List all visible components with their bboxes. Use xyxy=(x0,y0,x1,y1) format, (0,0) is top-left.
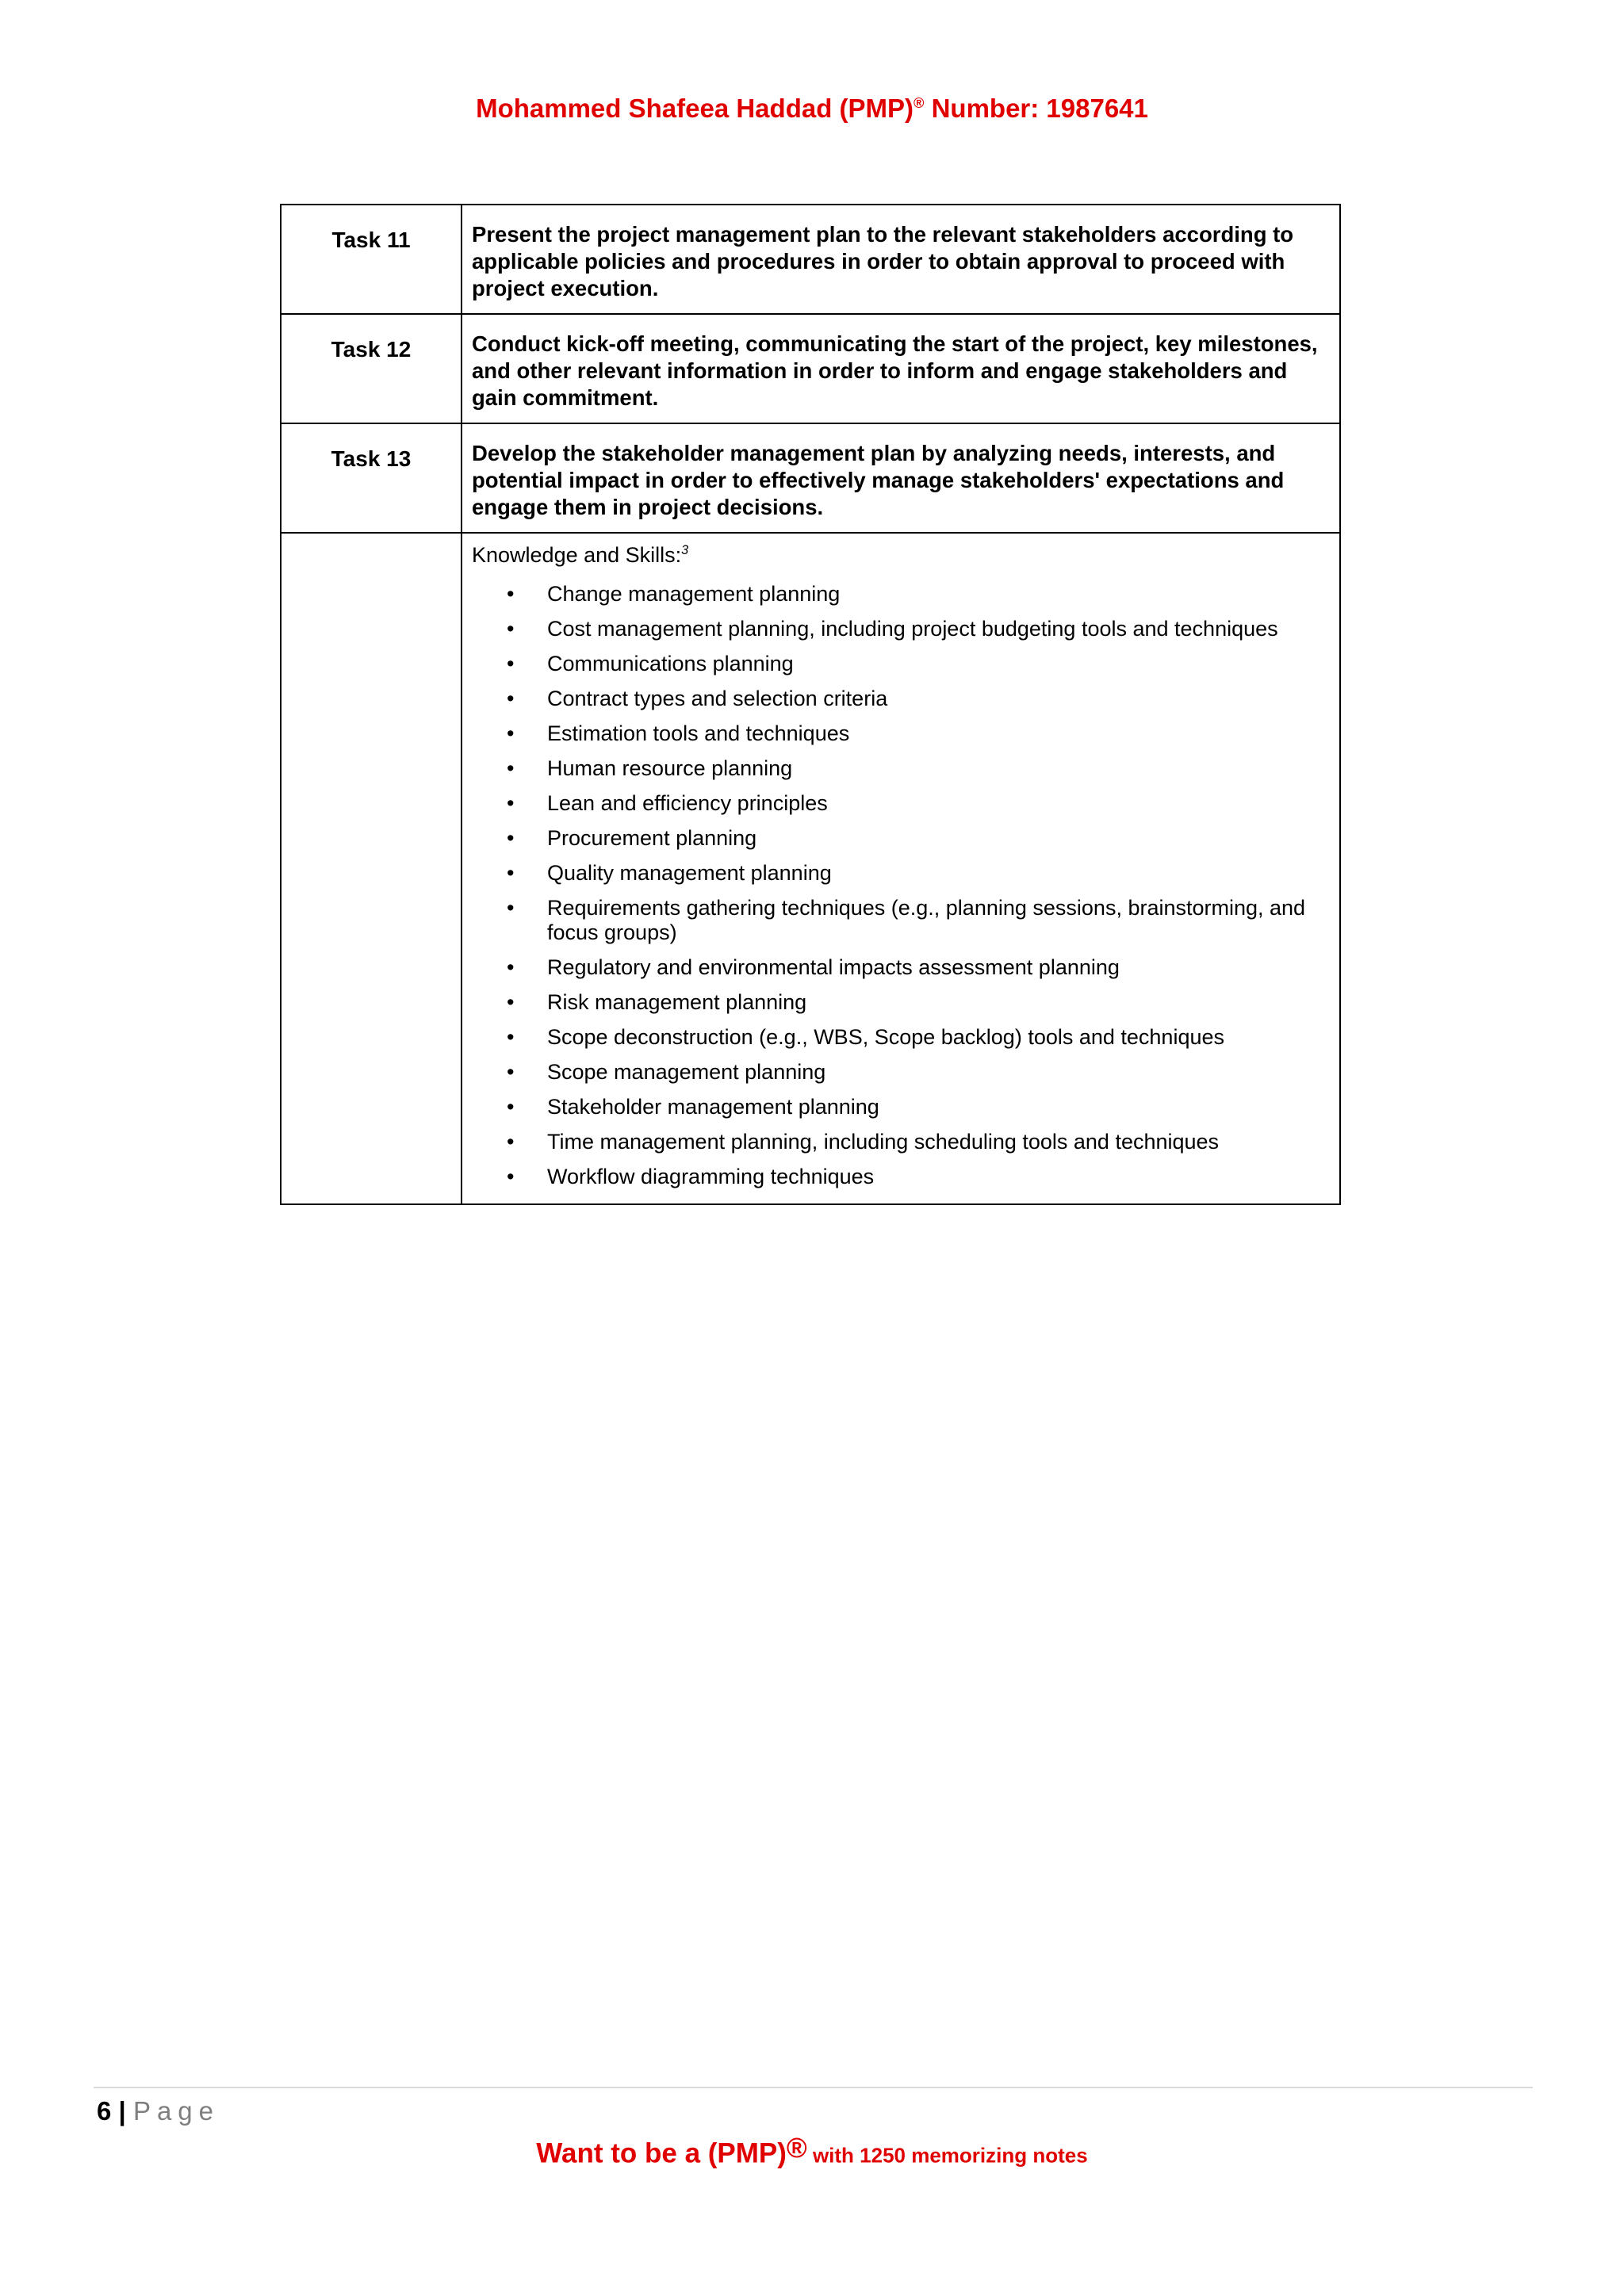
footer-note-main: Want to be a (PMP) xyxy=(536,2137,787,2169)
empty-cell xyxy=(281,533,462,1204)
knowledge-skills-cell xyxy=(462,533,1340,1204)
list-item: • Time management planning, including scheduling tools and techniques xyxy=(472,1130,1330,1154)
list-item: • Contract types and selection criteria xyxy=(472,687,1330,711)
task-description: Conduct kick-off meeting, communicating the start of the project, key milestones, and other relevant information in order to inform and engage stakeholders and gain commitment. xyxy=(462,314,1340,423)
header-registered-mark: ® xyxy=(914,95,925,111)
footer-registered-mark: ® xyxy=(786,2133,807,2164)
page-separator: | xyxy=(111,2096,133,2126)
list-item: • Regulatory and environmental impacts assessment planning xyxy=(472,955,1330,980)
header-number: Number: 1987641 xyxy=(924,94,1148,123)
tasks-table xyxy=(280,204,1341,1205)
header-title: Mohammed Shafeea Haddad (PMP) xyxy=(476,94,914,123)
list-item: • Stakeholder management planning xyxy=(472,1095,1330,1119)
list-item: • Requirements gathering techniques (e.g., planning sessions, brainstorming, and focus groups) xyxy=(472,896,1330,945)
task-label: Task 12 xyxy=(281,314,462,423)
task-description: Develop the stakeholder management plan by analyzing needs, interests, and potential impact in order to effectively manage stakeholders' expectations and engage them in project decisions. xyxy=(462,423,1340,533)
list-item: • Scope management planning xyxy=(472,1060,1330,1085)
task-description: Present the project management plan to the relevant stakeholders according to applicable policies and procedures in order to obtain approval to proceed with project execution. xyxy=(462,205,1340,314)
knowledge-skills-list xyxy=(472,582,1330,1189)
footer-note-small: with 1250 memorizing notes xyxy=(806,2143,1088,2168)
list-item: • Cost management planning, including project budgeting tools and techniques xyxy=(472,617,1330,641)
footnote-marker: 3 xyxy=(681,543,689,557)
list-item: • Estimation tools and techniques xyxy=(472,721,1330,746)
page-header xyxy=(0,94,1624,124)
list-item: • Procurement planning xyxy=(472,826,1330,851)
list-item: • Workflow diagramming techniques xyxy=(472,1165,1330,1189)
list-item: • Change management planning xyxy=(472,582,1330,607)
table-row xyxy=(281,423,1340,533)
task-label: Task 13 xyxy=(281,423,462,533)
table-row xyxy=(281,205,1340,314)
page-number-value: 6 xyxy=(97,2096,112,2126)
table-row xyxy=(281,314,1340,423)
task-label: Task 11 xyxy=(281,205,462,314)
list-item: • Scope deconstruction (e.g., WBS, Scope backlog) tools and techniques xyxy=(472,1025,1330,1050)
page-number xyxy=(97,2096,220,2126)
table-row xyxy=(281,533,1340,1204)
list-item: • Quality management planning xyxy=(472,861,1330,886)
footer-note xyxy=(0,2133,1624,2169)
list-item: • Communications planning xyxy=(472,652,1330,676)
page-word: Page xyxy=(132,2096,220,2126)
footer-divider xyxy=(94,2087,1533,2088)
knowledge-skills-label: Knowledge and Skills: xyxy=(472,543,682,567)
list-item: • Lean and efficiency principles xyxy=(472,791,1330,816)
knowledge-skills-title xyxy=(472,543,1330,568)
list-item: • Human resource planning xyxy=(472,756,1330,781)
list-item: • Risk management planning xyxy=(472,990,1330,1015)
